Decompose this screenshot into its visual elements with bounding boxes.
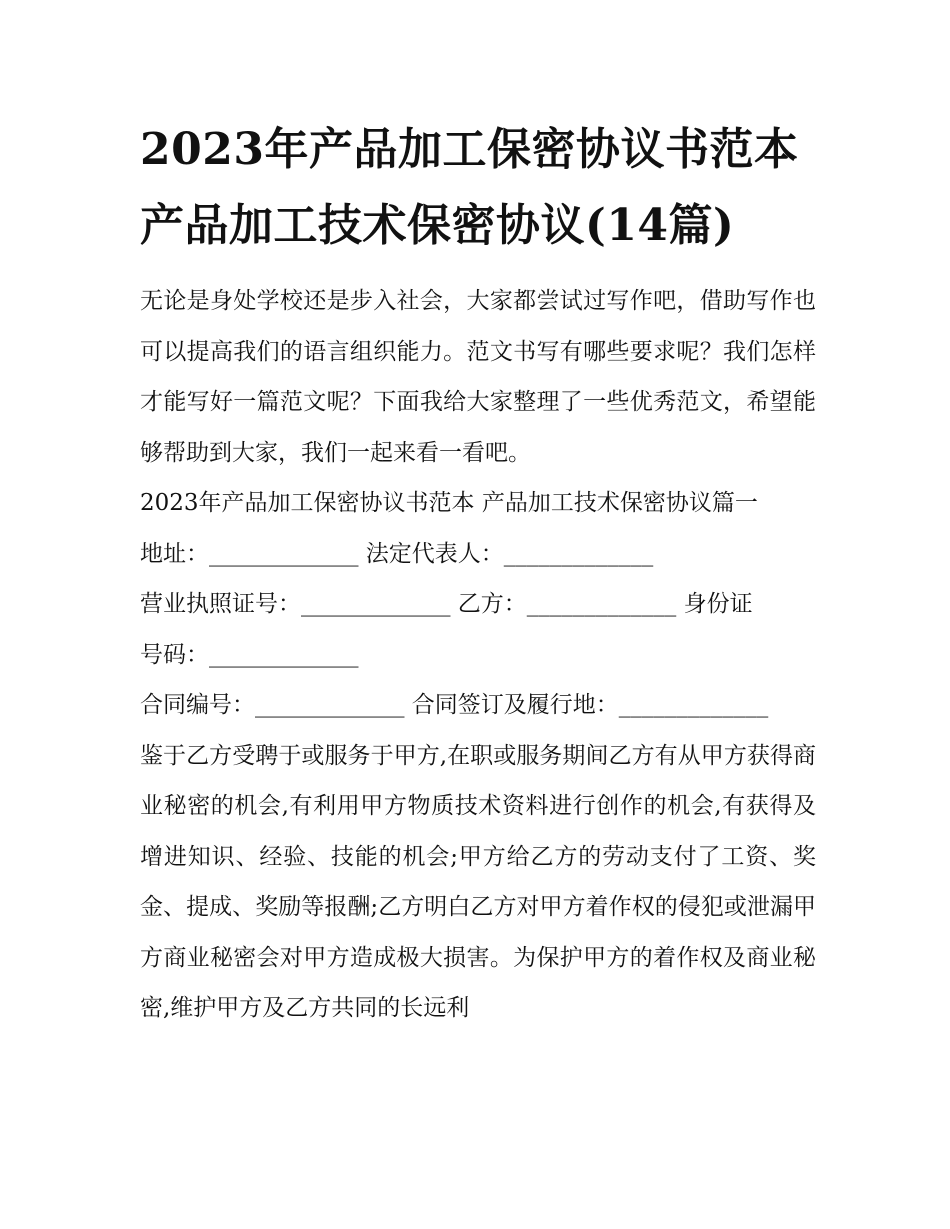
document-content xyxy=(140,112,816,1034)
intro-paragraph: 无论是身处学校还是步入社会，大家都尝试过写作吧，借助写作也可以提高我们的语言组织能力。范文书写有哪些要求呢？我们怎样才能写好一篇范文呢？下面我给大家整理了一些优秀范文，希望能够帮助到大家，我们一起来看一看吧。 xyxy=(140,288,816,466)
form-line-address: 地址：_____________ 法定代表人：_____________ xyxy=(140,540,654,567)
form-line-license: 营业执照证号：_____________ 乙方：_____________ 身份证 xyxy=(140,591,753,617)
body-paragraph: 鉴于乙方受聘于或服务于甲方,在职或服务期间乙方有从甲方获得商业秘密的机会,有利用甲方物质技术资料进行创作的机会,有获得及增进知识、经验、技能的机会;甲方给乙方的劳动支付了工资、奖金、提成、奖励等报酬;乙方明白乙方对甲方着作权的侵犯或泄漏甲方商业秘密会对甲方造成极大损害。为保护甲方的着作权及商业秘密,维护甲方及乙方共同的长远利 xyxy=(140,742,816,1021)
form-line-id-number: 号码：_____________ xyxy=(140,641,359,668)
form-line-contract: 合同编号：_____________ 合同签订及履行地：_____________ xyxy=(140,692,769,718)
section-heading: 2023年产品加工保密协议书范本 产品加工技术保密协议篇一 xyxy=(140,490,758,516)
document-title: 2023年产品加工保密协议书范本 产品加工技术保密协议(14篇) xyxy=(140,124,815,251)
